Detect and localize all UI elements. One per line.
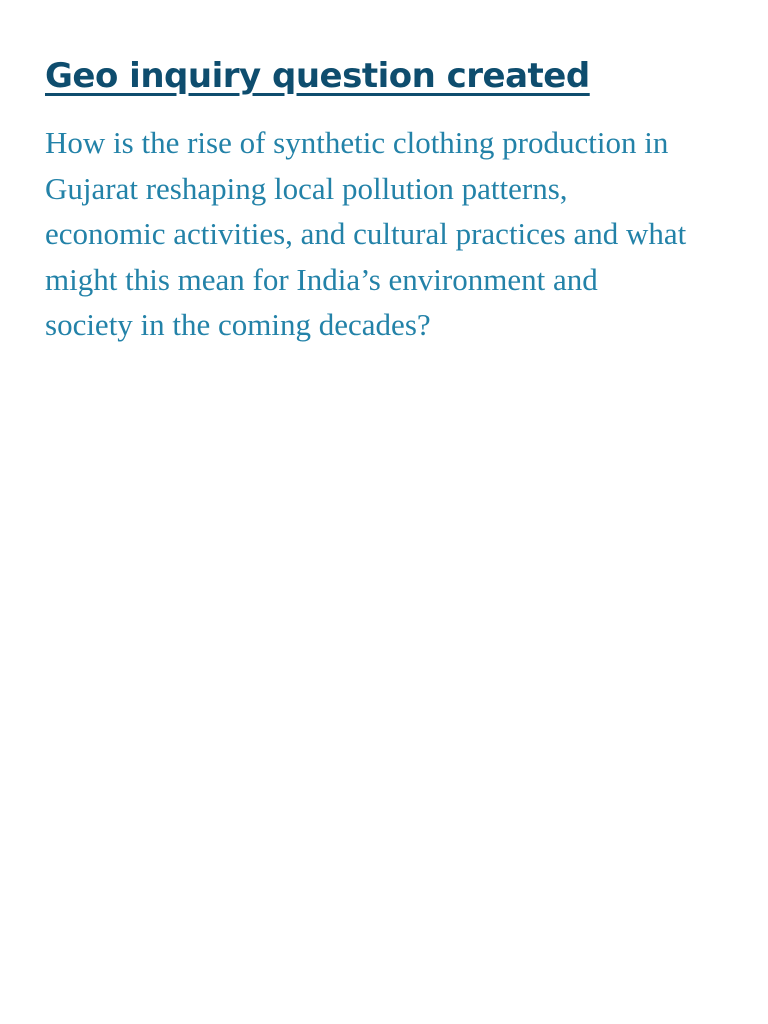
- page-title: Geo inquiry question created: [45, 56, 590, 96]
- question-line: might this mean for India’s environment and: [45, 261, 598, 297]
- inquiry-question: [45, 120, 745, 348]
- question-line: economic activities, and cultural practices and what: [45, 216, 687, 251]
- question-line: How is the rise of synthetic clothing production in: [45, 125, 669, 160]
- question-line: Gujarat reshaping local pollution patterns,: [45, 170, 568, 206]
- question-line: society in the coming decades?: [45, 307, 431, 342]
